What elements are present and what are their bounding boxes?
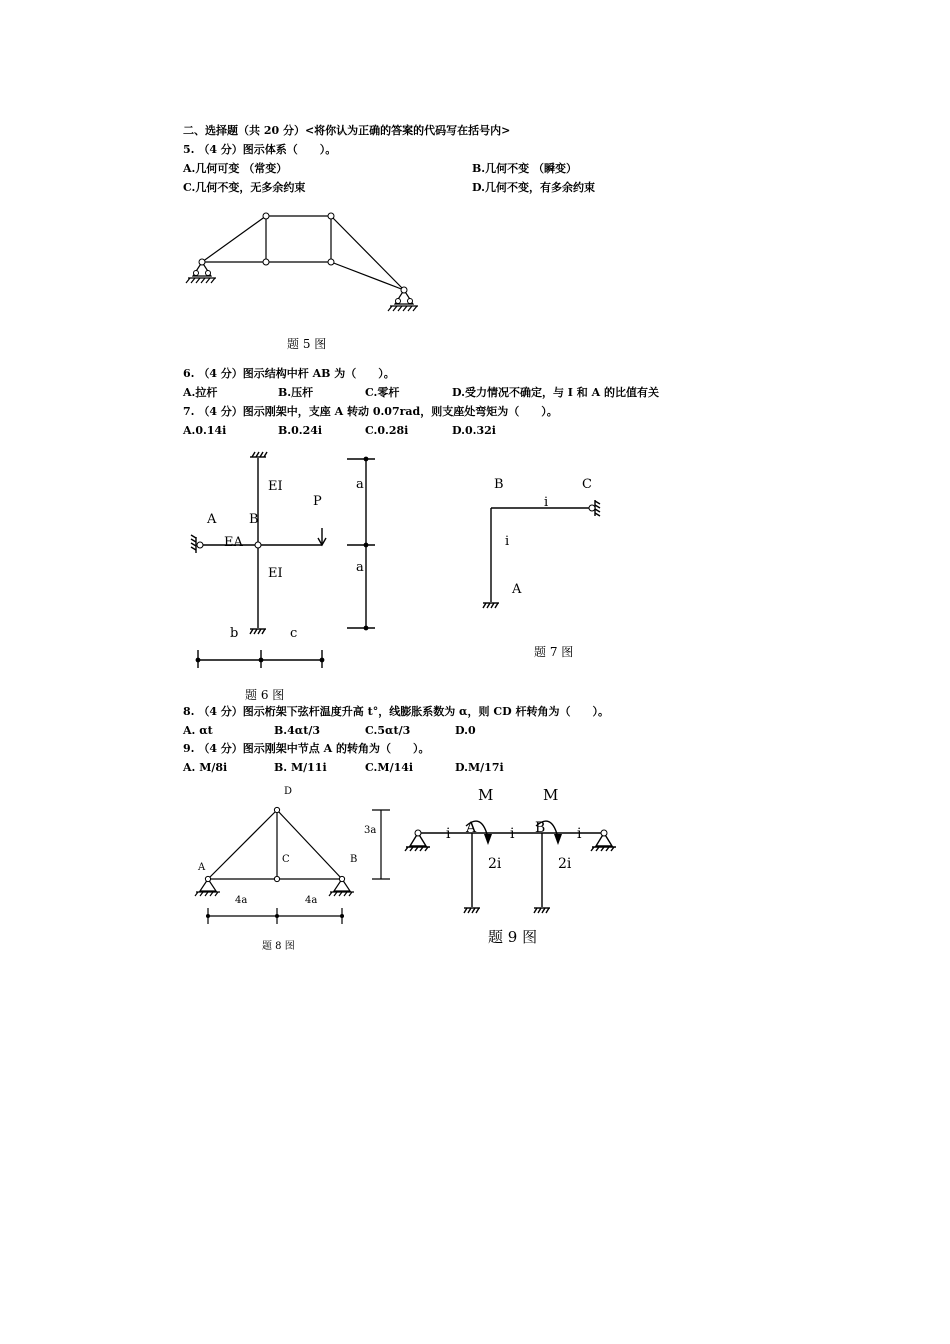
q5-stem: 5. （4 分）图示体系（ ）。 — [183, 143, 337, 156]
q9-label-b: B — [535, 820, 546, 836]
q7-label-a: A — [512, 582, 522, 597]
q8-caption: 题 8 图 — [262, 941, 295, 952]
q8-stem: 8. （4 分）图示桁架下弦杆温度升高 t°，线膨胀系数为 α，则 CD 杆转角为（ ）。 — [183, 705, 609, 718]
q9-label-m2: M — [543, 786, 559, 804]
q8-label-c: C — [282, 854, 290, 865]
q8-label-d: D — [284, 786, 293, 797]
q7-caption: 题 7 图 — [534, 645, 574, 659]
q8-label-right-span: 4a — [305, 895, 318, 906]
q6-label-b-dim: b — [230, 626, 239, 641]
q9-label-m1: M — [478, 786, 494, 804]
q7-option-d: D.0.32i — [452, 424, 496, 437]
q8-label-a: A — [198, 862, 206, 873]
q8-option-c: C.5αt/3 — [365, 724, 411, 737]
q8-option-a: A. αt — [183, 724, 213, 737]
q7-label-i-beam: i — [544, 495, 549, 510]
q5-option-a: A.几何可变 （常变） — [183, 162, 288, 175]
q6-label-b: B — [249, 512, 259, 527]
q5-option-c: C.几何不变，无多余约束 — [183, 181, 306, 194]
q7-option-a: A.0.14i — [183, 424, 227, 437]
q6-stem: 6. （4 分）图示结构中杆 AB 为（ ）。 — [183, 367, 395, 380]
q6-option-a: A.拉杆 — [183, 386, 218, 399]
q6-option-b: B.压杆 — [278, 386, 314, 399]
q6-option-c: C.零杆 — [365, 386, 400, 399]
q6-label-ei-top: EI — [268, 479, 283, 494]
q6-label-ea: EA — [224, 535, 243, 550]
q8-option-d: D.0 — [455, 724, 476, 737]
q6-label-a-top: a — [356, 477, 364, 492]
q5-option-d: D.几何不变，有多余约束 — [472, 181, 595, 194]
q9-stem: 9. （4 分）图示刚架中节点 A 的转角为（ ）。 — [183, 742, 430, 755]
q8-label-left-span: 4a — [235, 895, 248, 906]
q6-label-p: P — [313, 494, 322, 509]
q5-option-b: B.几何不变 （瞬变） — [472, 162, 577, 175]
q7-label-b: B — [494, 477, 504, 492]
q9-label-col1: 2i — [488, 856, 502, 872]
q7-label-c: C — [582, 477, 592, 492]
q6-label-c-dim: c — [290, 626, 298, 641]
q7-stem: 7. （4 分）图示刚架中，支座 A 转动 0.07rad，则支座处弯矩为（ ）。 — [183, 405, 558, 418]
q9-option-b: B. M/11i — [274, 761, 327, 774]
q7-option-b: B.0.24i — [278, 424, 323, 437]
section-header: 二、选择题（共 20 分）<将你认为正确的答案的代码写在括号内> — [183, 124, 511, 137]
q6-label-ei-bottom: EI — [268, 566, 283, 581]
q8-label-height: 3a — [364, 825, 377, 836]
q9-label-i3: i — [577, 826, 582, 842]
q7-label-i-column: i — [505, 534, 510, 549]
q6-label-a: A — [207, 512, 217, 527]
q7-option-c: C.0.28i — [365, 424, 409, 437]
q9-option-d: D.M/17i — [455, 761, 504, 774]
q9-label-i2: i — [510, 826, 515, 842]
q9-option-c: C.M/14i — [365, 761, 414, 774]
q9-option-a: A. M/8i — [183, 761, 228, 774]
q6-caption: 题 6 图 — [245, 688, 285, 702]
q9-label-a: A — [466, 820, 477, 836]
q9-caption: 题 9 图 — [488, 928, 538, 946]
q9-label-col2: 2i — [558, 856, 572, 872]
q6-option-d: D.受力情况不确定，与 I 和 A 的比值有关 — [452, 386, 659, 399]
q8-label-b: B — [350, 854, 358, 865]
q6-label-a-bottom: a — [356, 560, 364, 575]
q9-label-i1: i — [446, 826, 451, 842]
q8-option-b: B.4αt/3 — [274, 724, 320, 737]
q5-caption: 题 5 图 — [287, 337, 327, 351]
